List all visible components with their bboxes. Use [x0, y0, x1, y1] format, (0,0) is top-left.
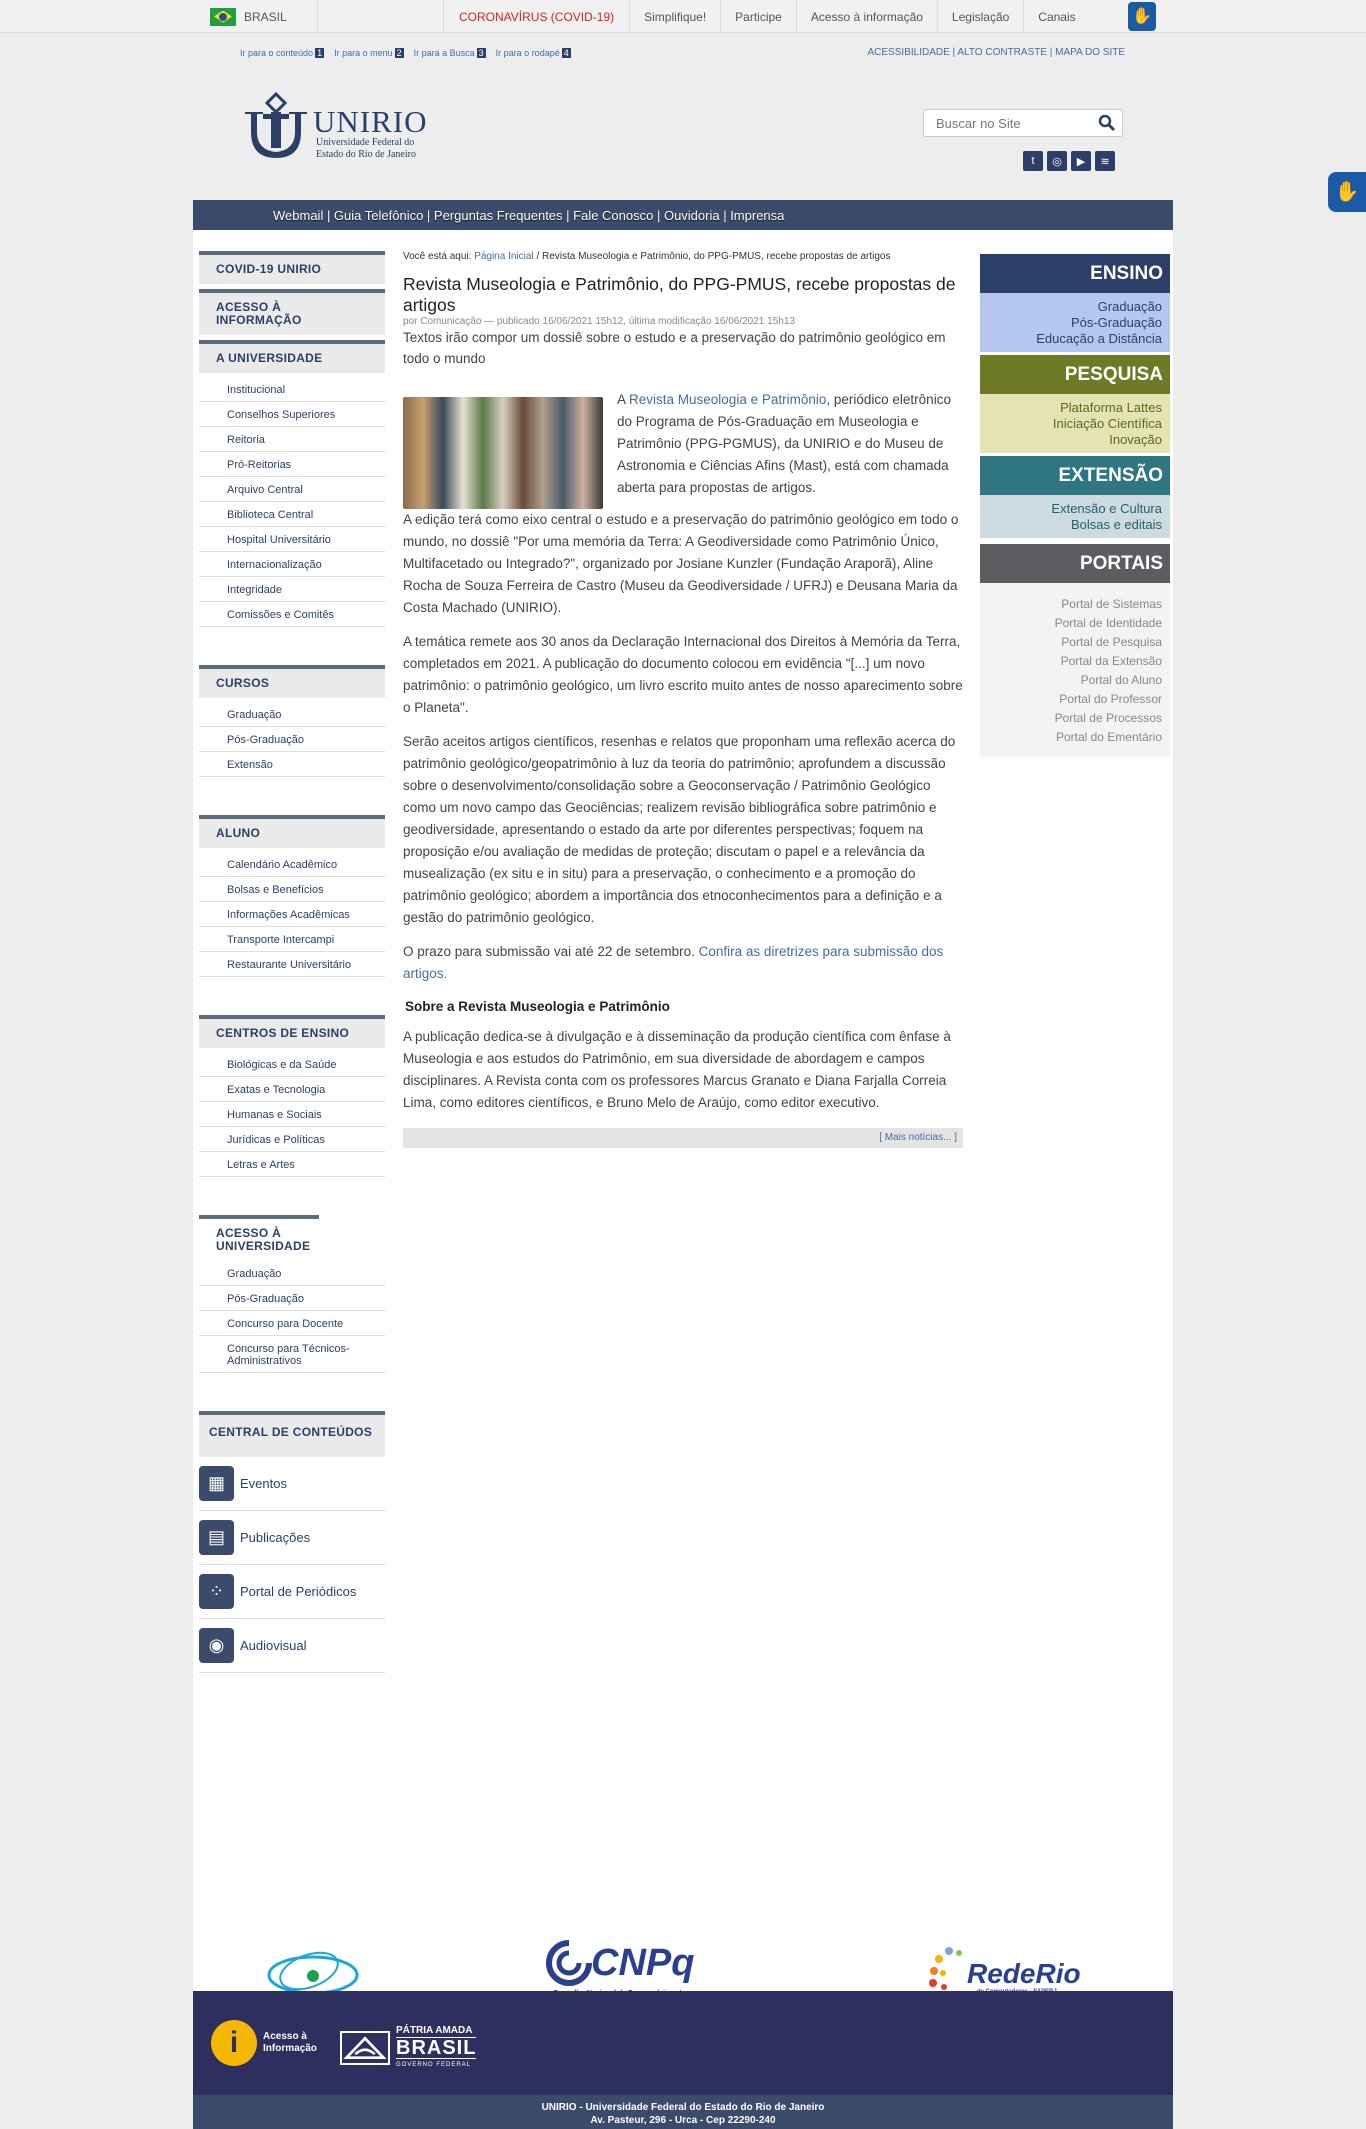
sign-language-icon[interactable]: ✋ — [1128, 2, 1156, 31]
skip-key: 1 — [317, 48, 323, 58]
gov-brasil-label: BRASIL — [244, 9, 287, 24]
cnpq-name: CNPq — [591, 1942, 695, 1984]
sidebar-item[interactable]: Transporte Intercampi — [199, 927, 385, 952]
unirio-emblem-icon — [241, 92, 311, 160]
skip-link-search[interactable] — [414, 48, 486, 58]
accessibility-links[interactable]: ACESSIBILIDADE | ALTO CONTRASTE | MAPA DO SITE — [867, 47, 1125, 58]
pesquisa-links — [980, 394, 1170, 453]
gov-links — [443, 0, 1090, 33]
text-span: O prazo para submissão vai até 22 de setembro. — [403, 944, 699, 959]
skip-key: 2 — [396, 48, 402, 58]
calendar-icon: ▦ — [199, 1466, 234, 1501]
gov-link-covid[interactable]: CORONAVÍRUS (COVID-19) — [443, 0, 629, 33]
footer-address — [193, 2095, 1173, 2129]
logo-subtitle-line: Estado do Rio de Janeiro — [316, 149, 416, 160]
pesquisa-heading[interactable]: PESQUISA — [980, 355, 1170, 394]
footer — [193, 1991, 1173, 2129]
patria-amada-brasil-logo[interactable] — [340, 2024, 476, 2072]
rederio-name: RedeRio — [967, 1958, 1081, 1989]
sidebar-item[interactable]: Concurso para Técnicos-Administrativos — [199, 1336, 385, 1373]
journal-covers-image — [403, 397, 603, 509]
search-icon[interactable] — [1098, 114, 1116, 132]
article-paragraph: Serão aceitos artigos científicos, resenhas e relatos que proponham uma reflexão acerca do patrimônio geológico/geopatrimônio à luz da teoria do patrimônio; aprofundem a discussão sobre o desenvolvimento/consolidação sobre a Geoconservação / Patrimônio Geológico como um novo campo das Geociências; realizem revisão bibliográfica sobre patrimônio e geodiversidade, apresentando o estado da arte por diferentes perspectivas; foquem na proposição e/ou avaliação de medidas de proteção; discutam o papel e a relevância da musealização (ex situ e in situ) para a preservação, o conhecimento e a promoção do patrimônio geológico; abordem a importância dos etnoconhecimentos para a definição e a gestão do patrimônio geológico. — [403, 734, 956, 925]
sidebar-centros — [199, 1015, 385, 1177]
logo-subtitle — [316, 137, 416, 161]
lai-line: Informação — [263, 2043, 317, 2054]
sidebar-item[interactable]: Internacionalização — [199, 552, 385, 577]
social-links — [1023, 151, 1115, 171]
sidebar-heading-aluno: ALUNO — [199, 815, 385, 848]
sidebar-item[interactable]: Restaurante Universitário — [199, 952, 385, 977]
sidebar-item[interactable]: Bolsas e Benefícios — [199, 877, 385, 902]
gov-link-acesso[interactable]: Acesso à informação — [796, 0, 937, 33]
sidebar-item[interactable]: Letras e Artes — [199, 1152, 385, 1177]
portal-link[interactable]: Portal de Sistemas — [1061, 597, 1162, 611]
gov-link-canais[interactable]: Canais — [1023, 0, 1089, 33]
vlibras-hand-icon[interactable]: ✋ — [1328, 172, 1366, 212]
acesso-informacao-link[interactable] — [211, 2020, 317, 2066]
skip-label: Ir para o conteúdo — [240, 48, 314, 58]
portal-link[interactable]: Portal do Aluno — [1080, 673, 1162, 687]
sidebar-item[interactable]: Comissões e Comitês — [199, 602, 385, 627]
skip-label: Ir para o rodapé — [495, 48, 560, 58]
breadcrumb-home[interactable]: Página Inicial — [474, 251, 534, 262]
central-item-label: Publicações — [240, 1530, 311, 1545]
portais-links — [980, 583, 1170, 757]
sidebar-item[interactable]: Biológicas e da Saúde — [199, 1052, 385, 1077]
extensao-heading[interactable]: EXTENSÃO — [980, 456, 1170, 495]
extensao-box — [980, 456, 1170, 538]
pesquisa-link[interactable]: Iniciação Científica — [1052, 416, 1162, 431]
skip-link-content[interactable] — [240, 48, 324, 58]
central-item-publicacoes[interactable] — [199, 1511, 385, 1565]
central-item-audiovisual[interactable] — [199, 1619, 385, 1673]
newspaper-icon: ▤ — [199, 1520, 234, 1555]
ensino-links — [980, 293, 1170, 352]
brazil-flag-icon — [210, 8, 236, 26]
lai-line: Acesso à — [263, 2031, 307, 2042]
central-item-label: Audiovisual — [240, 1638, 307, 1653]
article-paragraph — [403, 941, 963, 985]
central-item-periodicos[interactable] — [199, 1565, 385, 1619]
grid-dots-icon: ⁘ — [199, 1574, 234, 1609]
sidebar-item[interactable]: Reitoria — [199, 427, 385, 452]
sidebar-item[interactable]: Calendário Acadêmico — [199, 852, 385, 877]
gov-bar — [0, 0, 1366, 33]
extensao-link[interactable]: Bolsas e editais — [1070, 517, 1162, 532]
left-sidebar — [199, 251, 385, 1711]
brazil-flag-outline-icon — [340, 2031, 390, 2065]
portal-link[interactable]: Portal de Identidade — [1054, 616, 1162, 630]
sidebar-item[interactable]: Informações Acadêmicas — [199, 902, 385, 927]
sidebar-heading-central: CENTRAL DE CONTEÚDOS — [199, 1411, 385, 1457]
skip-links — [240, 48, 571, 58]
sidebar-item[interactable]: Graduação — [199, 702, 385, 727]
sidebar-heading-universidade: A UNIVERSIDADE — [199, 340, 385, 373]
sidebar-item[interactable]: Extensão — [199, 752, 385, 777]
article-paragraph: A temática remete aos 30 anos da Declaração Internacional dos Direitos à Memória da Terra, completados em 2021. A publicação do documento colocou em evidência "[...] um novo patrimônio: o patrimônio geológico, um livro escrito muito antes de nosso aparecimento sobre o Planeta". — [403, 634, 963, 715]
twitter-icon[interactable]: t — [1023, 151, 1043, 171]
sidebar-heading-covid[interactable]: COVID-19 UNIRIO — [199, 251, 385, 284]
pesquisa-link[interactable]: Plataforma Lattes — [1060, 400, 1162, 415]
portal-link[interactable]: Portal da Extensão — [1060, 654, 1162, 668]
sidebar-cursos — [199, 665, 385, 777]
sidebar-item[interactable]: Concurso para Docente — [199, 1311, 385, 1336]
lai-label — [263, 2031, 317, 2055]
portal-link[interactable]: Portal do Ementário — [1055, 730, 1162, 744]
more-news-link[interactable]: [ Mais notícias... ] — [403, 1128, 963, 1148]
sidebar-acesso-info — [199, 289, 385, 335]
sidebar-central — [199, 1411, 385, 1673]
logo-subtitle-line: Universidade Federal do — [316, 137, 415, 148]
breadcrumb-current: / Revista Museologia e Patrimônio, do PPG-PMUS, recebe propostas de artigos — [536, 251, 891, 262]
gov-link-simplifique[interactable]: Simplifique! — [629, 0, 720, 33]
skip-link-menu[interactable] — [334, 48, 404, 58]
article-body — [403, 389, 963, 1148]
sidebar-aluno — [199, 815, 385, 977]
breadcrumb-prefix: Você está aqui: — [403, 251, 472, 262]
sidebar-heading-cursos: CURSOS — [199, 665, 385, 698]
footer-address-line: Av. Pasteur, 296 - Urca - Cep 22290-240 — [590, 2115, 776, 2126]
sidebar-item[interactable]: Jurídicas e Políticas — [199, 1127, 385, 1152]
text-span: A — [617, 392, 630, 407]
central-item-label: Eventos — [240, 1476, 287, 1491]
gov-link-participe[interactable]: Participe — [720, 0, 796, 33]
main-nav[interactable]: Webmail | Guia Telefônico | Perguntas Frequentes | Fale Conosco | Ouvidoria | Imprensa — [193, 200, 1173, 230]
rss-icon[interactable]: ≋ — [1095, 151, 1115, 171]
cnpq-emblem-icon — [545, 1939, 593, 1987]
article-paragraph: A edição terá como eixo central o estudo e a preservação do patrimônio geológico em todo o mundo, no dossiê "Por uma memória da Terra: A Geodiversidade como Patrimônio Único, Multifacetado ou Integrado?", organizado por Josiane Kunzler (Fundação Araporã), Aline Rocha de Souza Ferreira de Castro (Museu da Geodiversidade / UFRJ) e Deusana Maria da Costa Machado (UNIRIO). — [403, 512, 959, 615]
patria-line: PÁTRIA AMADA — [396, 2024, 476, 2038]
skip-label: Ir para o menu — [334, 48, 393, 58]
skip-key: 4 — [563, 48, 569, 58]
sidebar-item[interactable]: Pós-Graduação — [199, 1286, 385, 1311]
skip-link-footer[interactable] — [496, 48, 571, 58]
central-item-label: Portal de Periódicos — [240, 1584, 357, 1599]
sidebar-acesso-univ — [199, 1215, 385, 1373]
ensino-link[interactable]: Educação a Distância — [1036, 331, 1162, 346]
sidebar-item[interactable]: Exatas e Tecnologia — [199, 1077, 385, 1102]
sidebar-item[interactable]: Pós-Graduação — [199, 727, 385, 752]
sidebar-item[interactable]: Conselhos Superiores — [199, 402, 385, 427]
brasil-word: BRASIL — [396, 2037, 477, 2059]
search-input[interactable] — [923, 109, 1123, 137]
main-content — [403, 251, 963, 1148]
sidebar-item[interactable]: Integridade — [199, 577, 385, 602]
sidebar-item[interactable]: Graduação — [199, 1261, 385, 1286]
article-title: Revista Museologia e Patrimônio, do PPG-PMUS, recebe propostas de artigos — [403, 274, 956, 315]
sidebar-heading-acesso-info[interactable]: ACESSO À INFORMAÇÃO — [199, 289, 385, 335]
ensino-heading[interactable]: ENSINO — [980, 254, 1170, 293]
pesquisa-link[interactable]: Inovação — [1109, 432, 1162, 447]
pesquisa-box — [980, 355, 1170, 453]
instagram-icon[interactable]: ◎ — [1047, 151, 1067, 171]
header — [193, 33, 1173, 200]
sidebar-item[interactable]: Humanas e Sociais — [199, 1102, 385, 1127]
central-item-eventos[interactable] — [199, 1457, 385, 1511]
sidebar-item[interactable]: Arquivo Central — [199, 477, 385, 502]
sidebar-item[interactable]: Institucional — [199, 377, 385, 402]
right-sidebar — [980, 254, 1170, 757]
portais-heading[interactable]: PORTAIS — [980, 544, 1170, 583]
ensino-box — [980, 254, 1170, 352]
ensino-link[interactable]: Graduação — [1097, 299, 1162, 314]
audiovisual-icon: ◉ — [199, 1628, 234, 1663]
gov-line: GOVERNO FEDERAL — [396, 2058, 476, 2072]
unirio-logo[interactable] — [241, 90, 451, 162]
sidebar-item[interactable]: Pró-Reitorias — [199, 452, 385, 477]
search-placeholder: Buscar no Site — [936, 116, 1021, 131]
article-paragraph — [617, 389, 963, 499]
article-intro — [403, 389, 963, 509]
page — [193, 33, 1173, 2129]
article-paragraph: A publicação dedica-se à divulgação e à disseminação da produção científica com ênfase à Museologia e aos estudos do Patrimônio, em sua diversidade de abordagem e campos disciplinares. A Revista conta com os professores Marcus Granato e Diana Farjalla Correia Lima, como editores científicos, e Bruno Melo de Araújo, como editor executivo. — [403, 1029, 951, 1110]
portal-link[interactable]: Portal de Processos — [1054, 711, 1162, 725]
patria-text — [396, 2024, 476, 2072]
footer-address-line: UNIRIO - Universidade Federal do Estado do Rio de Janeiro — [541, 2102, 825, 2113]
skip-label: Ir para a Busca — [413, 48, 475, 58]
youtube-icon[interactable]: ▶ — [1071, 151, 1091, 171]
gov-link-legislacao[interactable]: Legislação — [937, 0, 1023, 33]
sidebar-item[interactable]: Biblioteca Central — [199, 502, 385, 527]
text-span: , periódico eletrônico do Programa de Pós-Graduação em Museologia e Patrimônio (PPG-PGMUS), da UNIRIO e do Museu de Astronomia e Ciências Afins (Mast), está com chamada aberta para propostas de artigos. — [617, 392, 951, 495]
portal-link[interactable]: Portal de Pesquisa — [1061, 635, 1162, 649]
journal-link[interactable]: Revista Museologia e Patrimônio — [629, 392, 827, 407]
portal-link[interactable]: Portal do Professor — [1059, 692, 1162, 706]
extensao-links — [980, 495, 1170, 538]
sidebar-item[interactable]: Hospital Universitário — [199, 527, 385, 552]
info-icon: i — [211, 2020, 257, 2066]
skip-key: 3 — [478, 48, 484, 58]
sidebar-covid — [199, 251, 385, 284]
article-lead: Textos irão compor um dossiê sobre o estudo e a preservação do patrimônio geológico em todo o mundo — [403, 330, 946, 366]
gov-brasil-link[interactable] — [210, 0, 318, 33]
breadcrumb — [403, 251, 963, 262]
article-byline: por Comunicação — publicado 16/06/2021 15h12, última modificação 16/06/2021 15h13 — [403, 316, 795, 327]
sidebar-heading-acesso-univ: ACESSO À UNIVERSIDADE — [199, 1215, 319, 1261]
logo-name: UNIRIO — [313, 104, 428, 139]
ensino-link[interactable]: Pós-Graduação — [1070, 315, 1162, 330]
sidebar-universidade — [199, 340, 385, 627]
guidelines-link[interactable]: Confira as diretrizes para submissão dos artigos. — [403, 944, 944, 981]
portais-box — [980, 544, 1170, 757]
sidebar-heading-centros: CENTROS DE ENSINO — [199, 1015, 385, 1048]
article-subheading: Sobre a Revista Museologia e Patrimônio — [405, 999, 670, 1014]
extensao-link[interactable]: Extensão e Cultura — [1051, 501, 1162, 516]
